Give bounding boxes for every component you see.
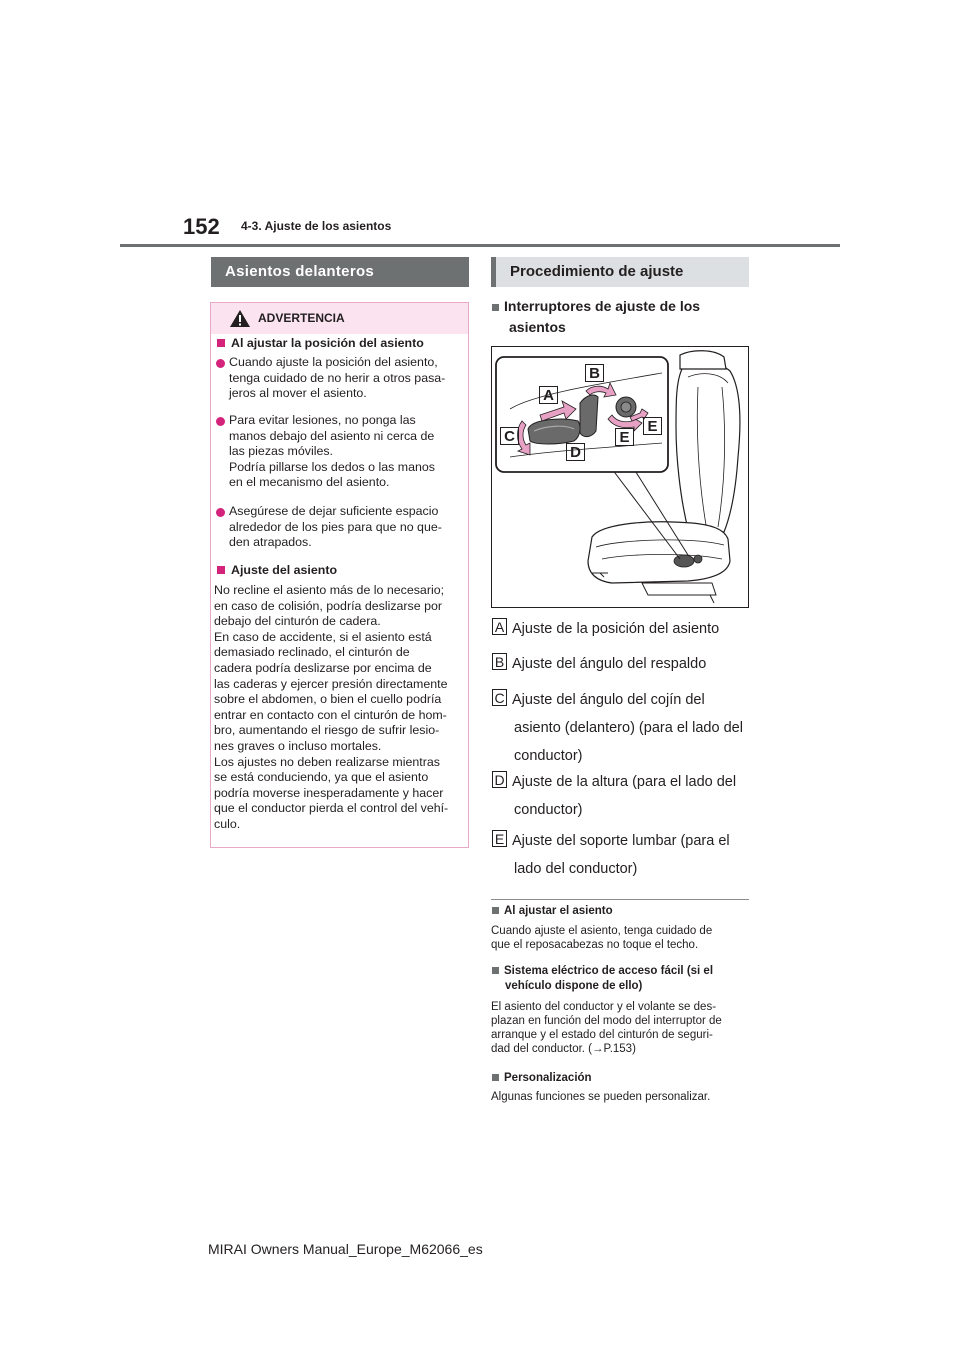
- page-number: 152: [183, 214, 220, 239]
- legend-item-e-cont: lado del conductor): [514, 861, 638, 877]
- seat-switch-illustration: [492, 347, 748, 607]
- round-bullet-icon: [216, 417, 225, 426]
- warning-bullet-1: Cuando ajuste la posición del asiento, tenga cuidado de no herir a otros pasa- jeros al mover el asiento.: [229, 355, 446, 401]
- square-bullet-icon: [217, 339, 225, 347]
- legend-item-a: A Ajuste de la posición del asiento: [492, 615, 750, 643]
- note-title-ajustar: Al ajustar el asiento: [492, 904, 613, 919]
- warning-subtitle-ajuste: Ajuste del asiento: [217, 563, 337, 579]
- figure-label-b: B: [585, 364, 604, 382]
- note-title-personalizacion: Personalización: [492, 1071, 592, 1086]
- legend-item-e: E Ajuste del soporte lumbar (para el: [492, 827, 750, 855]
- warning-bullet-3: Asegúrese de dejar suficiente espacio alrededor de los pies para que no que- den atrapados.: [229, 504, 442, 550]
- round-bullet-icon: [216, 359, 225, 368]
- warning-subtitle-posicion: Al ajustar la posición del asiento: [217, 336, 424, 352]
- legend-item-b: B Ajuste del ángulo del respaldo: [492, 650, 750, 678]
- legend-item-d: D Ajuste de la altura (para el lado del: [492, 768, 750, 796]
- figure-label-d: D: [566, 443, 585, 461]
- legend-letter: C: [492, 689, 507, 706]
- warning-paragraph: No recline el asiento más de lo necesario; en caso de colisión, podría deslizarse por debajo del cinturón de cadera. En caso de accidente, si el asiento está demasiado reclinado, el cinturón de cadera podría deslizarse por encima de las caderas y ejercer presión directamente sobre el abdomen, o bien el cuello podría entrar en contacto con el cinturón de hom- bro, aumentando el riesgo de sufrir lesio- nes graves o incluso mortales. Los ajustes no deben realizarse mientras se está conduciendo, ya que el asiento podría moverse inesperadamente y hacer que el conductor pierda el control del vehí- culo.: [214, 583, 449, 831]
- warning-triangle-icon: [229, 309, 251, 328]
- legend-item-c: C Ajuste del ángulo del cojín del: [492, 686, 750, 714]
- legend-letter: D: [492, 771, 507, 788]
- note-title-acceso-facil: Sistema eléctrico de acceso fácil (si el vehículo dispone de ello): [492, 964, 713, 993]
- legend-letter: B: [492, 653, 507, 670]
- square-bullet-icon: [217, 566, 225, 574]
- figure-label-e: E: [615, 428, 634, 446]
- figure-label-a: A: [539, 386, 558, 404]
- legend-letter: E: [492, 830, 507, 847]
- warning-bullet-2: Para evitar lesiones, no ponga las manos debajo del asiento ni cerca de las piezas móviles. Podría pillarse los dedos o las manos en el mecanismo del asiento.: [229, 413, 435, 490]
- footer-manual-id: MIRAI Owners Manual_Europe_M62066_es: [208, 1241, 483, 1257]
- note-body-acceso-facil: El asiento del conductor y el volante se des- plazan en función del modo del interruptor de arranque y el estado del cinturón de seguri- dad del conductor. (→P.153): [491, 1001, 722, 1055]
- round-bullet-icon: [216, 508, 225, 517]
- warning-title: ADVERTENCIA: [258, 311, 345, 325]
- legend-item-d-cont: conductor): [514, 802, 583, 818]
- notes-divider: [491, 899, 749, 900]
- figure-label-c: C: [500, 427, 519, 445]
- square-bullet-icon: [492, 304, 499, 311]
- square-bullet-icon: [492, 1074, 499, 1081]
- section-band-procedimiento: Procedimiento de ajuste: [491, 257, 749, 287]
- square-bullet-icon: [492, 907, 499, 914]
- square-bullet-icon: [492, 967, 499, 974]
- figure-label-e-2: E: [643, 417, 662, 435]
- header-rule: [120, 244, 840, 247]
- section-title: 4-3. Ajuste de los asientos: [241, 219, 392, 233]
- page-link-p153[interactable]: dad del conductor. (→P.153): [491, 1043, 636, 1055]
- subheading-interruptores: Interruptores de ajuste de los asientos: [492, 296, 742, 338]
- legend-item-c-cont: asiento (delantero) (para el lado del conductor): [514, 720, 743, 764]
- section-band-asientos-delanteros: Asientos delanteros: [211, 257, 469, 287]
- note-body-personalizacion: Algunas funciones se pueden personalizar.: [491, 1091, 711, 1103]
- note-body-ajustar: Cuando ajuste el asiento, tenga cuidado de que el reposacabezas no toque el techo.: [491, 925, 713, 951]
- legend-letter: A: [492, 618, 507, 635]
